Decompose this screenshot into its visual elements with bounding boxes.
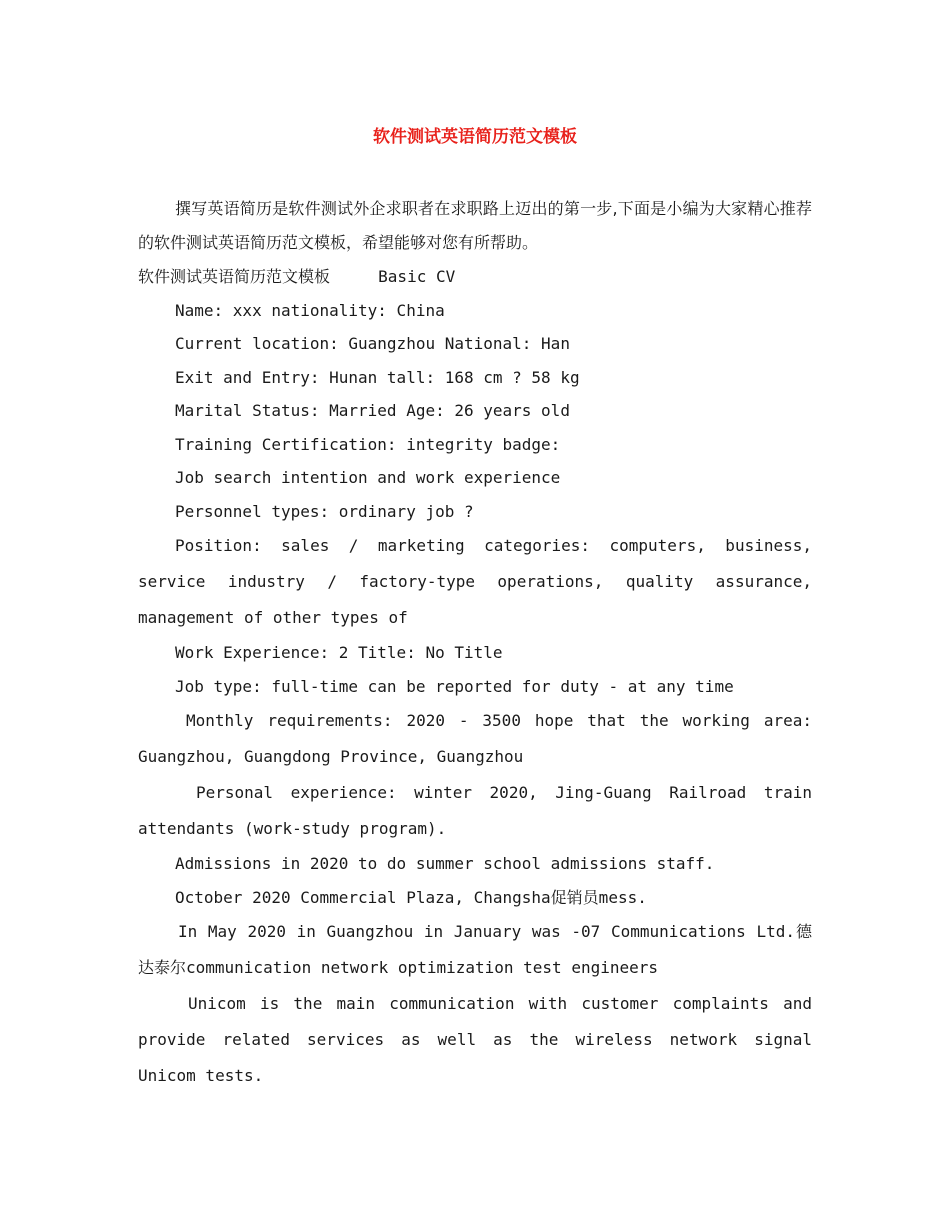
personal-experience-paragraph: Personal experience: winter 2020, Jing-Guang Railroad train attendants (work-study program). — [138, 783, 812, 838]
document-body — [138, 192, 812, 1094]
info-line-exit-entry: Exit and Entry: Hunan tall: 168 cm ? 58 kg — [175, 367, 580, 387]
may-paragraph: In May 2020 in Guangzhou in January was -07 Communications Ltd.德达泰尔communication network optimization test engineers — [138, 922, 812, 977]
work-experience-line: Work Experience: 2 Title: No Title — [175, 643, 503, 662]
info-line-job-search: Job search intention and work experience — [175, 468, 561, 487]
section-heading: 软件测试英语简历范文模板 Basic CV — [138, 267, 456, 286]
document-title: 软件测试英语简历范文模板 — [373, 127, 577, 147]
info-line-location: Current location: Guangzhou National: Han — [175, 334, 570, 353]
october-line: October 2020 Commercial Plaza, Changsha促销员mess. — [175, 887, 647, 907]
unicom-paragraph: Unicom is the main communication with customer complaints and provide related services as well as the wireless network signal Unicom tests. — [138, 994, 812, 1085]
job-type-line: Job type: full-time can be reported for duty - at any time — [175, 676, 734, 696]
info-line-personnel: Personnel types: ordinary job ? — [175, 501, 474, 521]
intro-paragraph: 撰写英语简历是软件测试外企求职者在求职路上迈出的第一步,下面是小编为大家精心推荐的软件测试英语简历范文模板，希望能够对您有所帮助。 — [138, 199, 812, 252]
monthly-requirements-paragraph: Monthly requirements: 2020 - 3500 hope that the working area: Guangzhou, Guangdong Province, Guangzhou — [138, 711, 812, 766]
info-line-marital: Marital Status: Married Age: 26 years old — [175, 401, 570, 420]
info-line-training: Training Certification: integrity badge: — [175, 434, 561, 454]
info-line-name: Name: xxx nationality: China — [175, 300, 445, 320]
admissions-line: Admissions in 2020 to do summer school admissions staff. — [175, 854, 715, 873]
position-paragraph: Position: sales / marketing categories: computers, business, service industry / factory-type operations, quality assurance, management of other types of — [138, 536, 812, 627]
